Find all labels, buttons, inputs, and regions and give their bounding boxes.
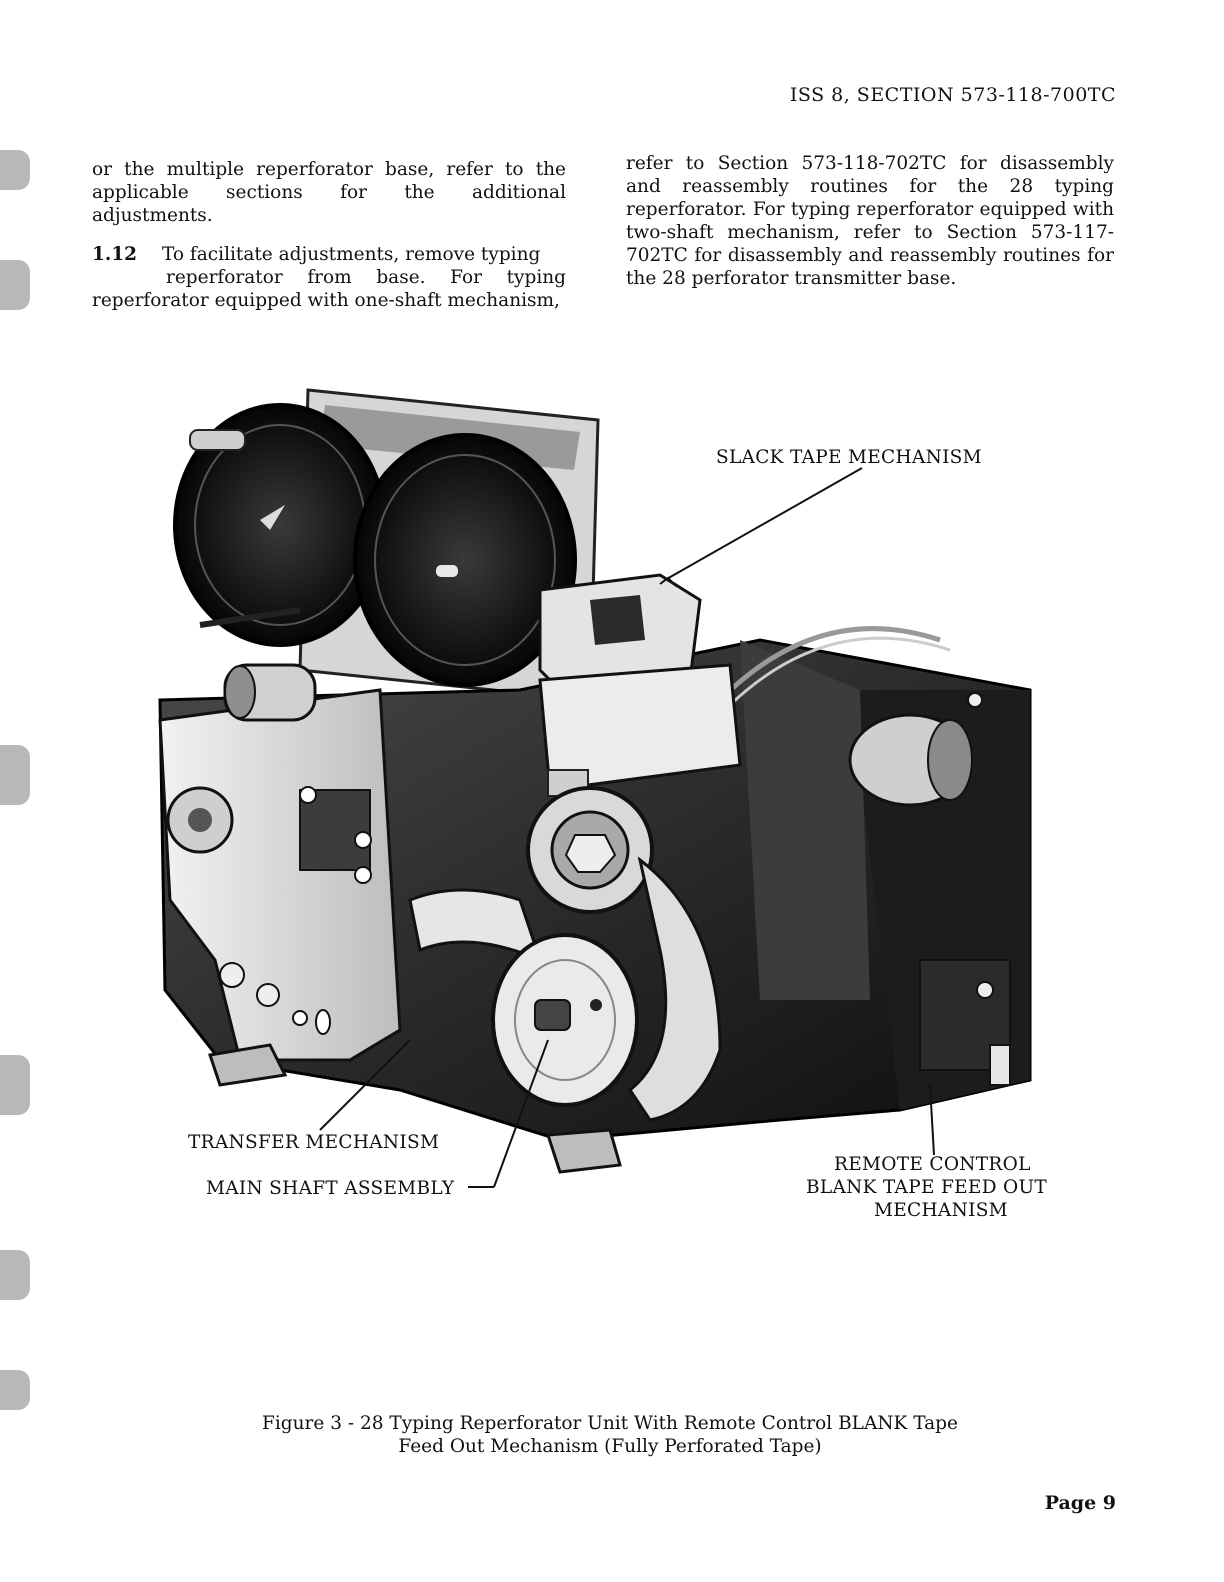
caption-line-1: Figure 3 - 28 Typing Reperforator Unit With Remote Control BLANK Tape bbox=[262, 1413, 958, 1434]
caption-line-2: Feed Out Mechanism (Fully Perforated Tape) bbox=[398, 1436, 822, 1457]
callout-main-shaft: MAIN SHAFT ASSEMBLY bbox=[206, 1178, 455, 1199]
callout-transfer: TRANSFER MECHANISM bbox=[188, 1132, 440, 1153]
callout-slack-tape: SLACK TAPE MECHANISM bbox=[716, 447, 982, 468]
roller-cylinder bbox=[225, 665, 315, 720]
right-column: refer to Section 573-118-702TC for disassembly and reassembly routines for the 28 typing reperforator. For typing reperforator equipped with two-shaft mechanism, refer to Section 573-117-702TC for disassembly and reassembly routines for the 28 perforator transmitter base. bbox=[626, 153, 1114, 289]
section-header: ISS 8, SECTION 573-118-700TC bbox=[789, 84, 1116, 106]
paragraph-continuation: or the multiple reperforator base, refer to the applicable sections for the additional adjustments. bbox=[92, 159, 566, 226]
figure-caption bbox=[200, 1412, 1020, 1458]
callout-remote-line3: MECHANISM bbox=[874, 1200, 1008, 1221]
paragraph-body: reperforator from base. For typing reperforator equipped with one-shaft mechanism, bbox=[92, 267, 566, 311]
center-gear bbox=[528, 788, 652, 912]
front-handle bbox=[548, 1130, 620, 1172]
paragraph-number: 1.12 bbox=[92, 244, 138, 265]
main-shaft-cam bbox=[493, 935, 637, 1105]
callout-remote-line1: REMOTE CONTROL bbox=[834, 1154, 1031, 1175]
callout-remote-line2: BLANK TAPE FEED OUT bbox=[806, 1177, 1048, 1198]
page-number: Page 9 bbox=[1044, 1492, 1116, 1514]
paragraph-first-line: To facilitate adjustments, remove typing bbox=[162, 244, 541, 265]
